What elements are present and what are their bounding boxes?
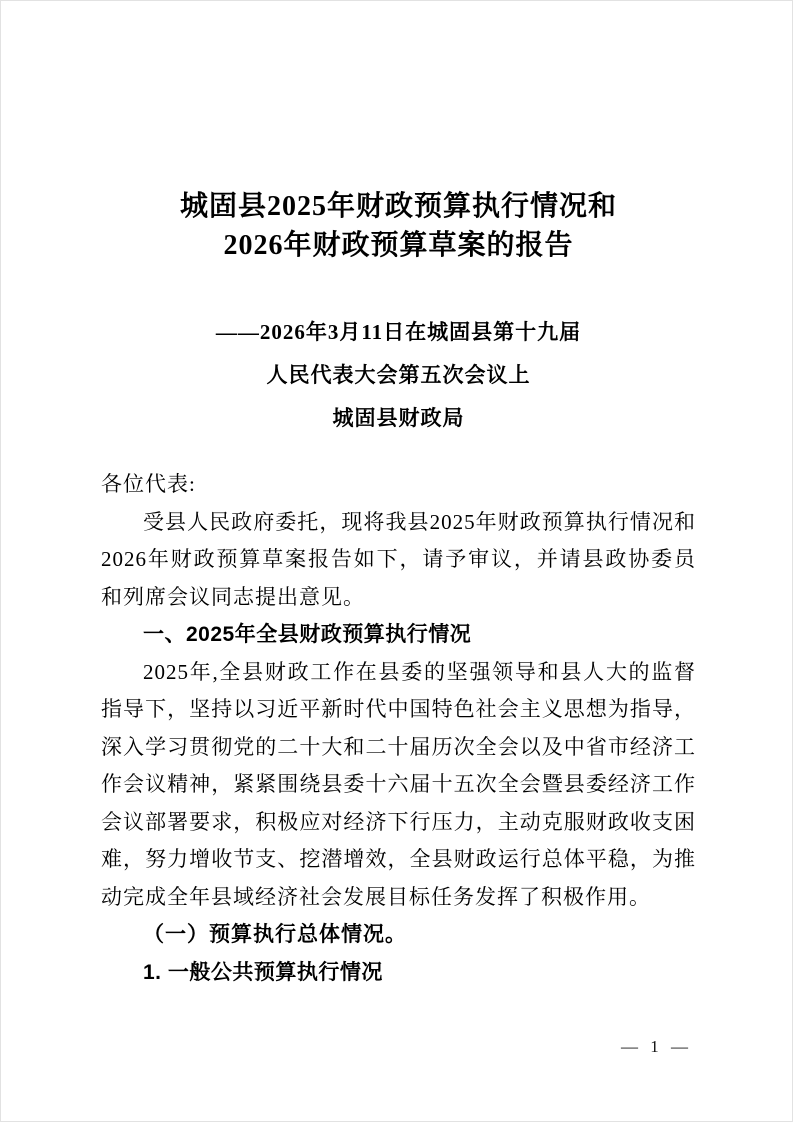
section1-paragraph: 2025年,全县财政工作在县委的坚强领导和县人大的监督指导下，坚持以习近平新时代中国特色社会主义思想为指导，深入学习贯彻党的二十大和二十届历次全会以及中省市经济工作会议精神，紧紧围绕县委十六届十五次全会暨县委经济工作会议部署要求，积极应对经济下行压力，主动克服财政收支困难，努力增收节支、挖潜增效，全县财政运行总体平稳，为推动完成全年县域经济社会发展目标任务发挥了积极作用。 [101,659,696,909]
section-heading-1: 一、2025年全县财政预算执行情况 [143,623,472,646]
subtitle-date-venue: ——2026年3月11日在城固县第十九届 [215,320,582,344]
document-title-line1: 城固县2025年财政预算执行情况和 [179,191,617,222]
document-subtitle [101,311,696,440]
subtitle-assembly: 人民代表大会第五次会议上 [266,363,531,387]
intro-paragraph: 受县人民政府委托，现将我县2025年财政预算执行情况和2026年财政预算草案报告如下，请予审议，并请县政协委员和列席会议同志提出意见。 [101,509,696,609]
page-content [101,1,696,991]
document-title-line2: 2026年财政预算草案的报告 [223,230,574,261]
page-number: — 1 — [621,1037,692,1056]
document-body [101,466,696,991]
subsection-heading-1: （一）预算执行总体情况。 [143,922,407,946]
salutation: 各位代表: [101,472,196,496]
subsection-heading-2: 1. 一般公共预算执行情况 [143,960,383,984]
subtitle-author-agency: 城固县财政局 [332,406,465,430]
document-title [101,187,696,265]
